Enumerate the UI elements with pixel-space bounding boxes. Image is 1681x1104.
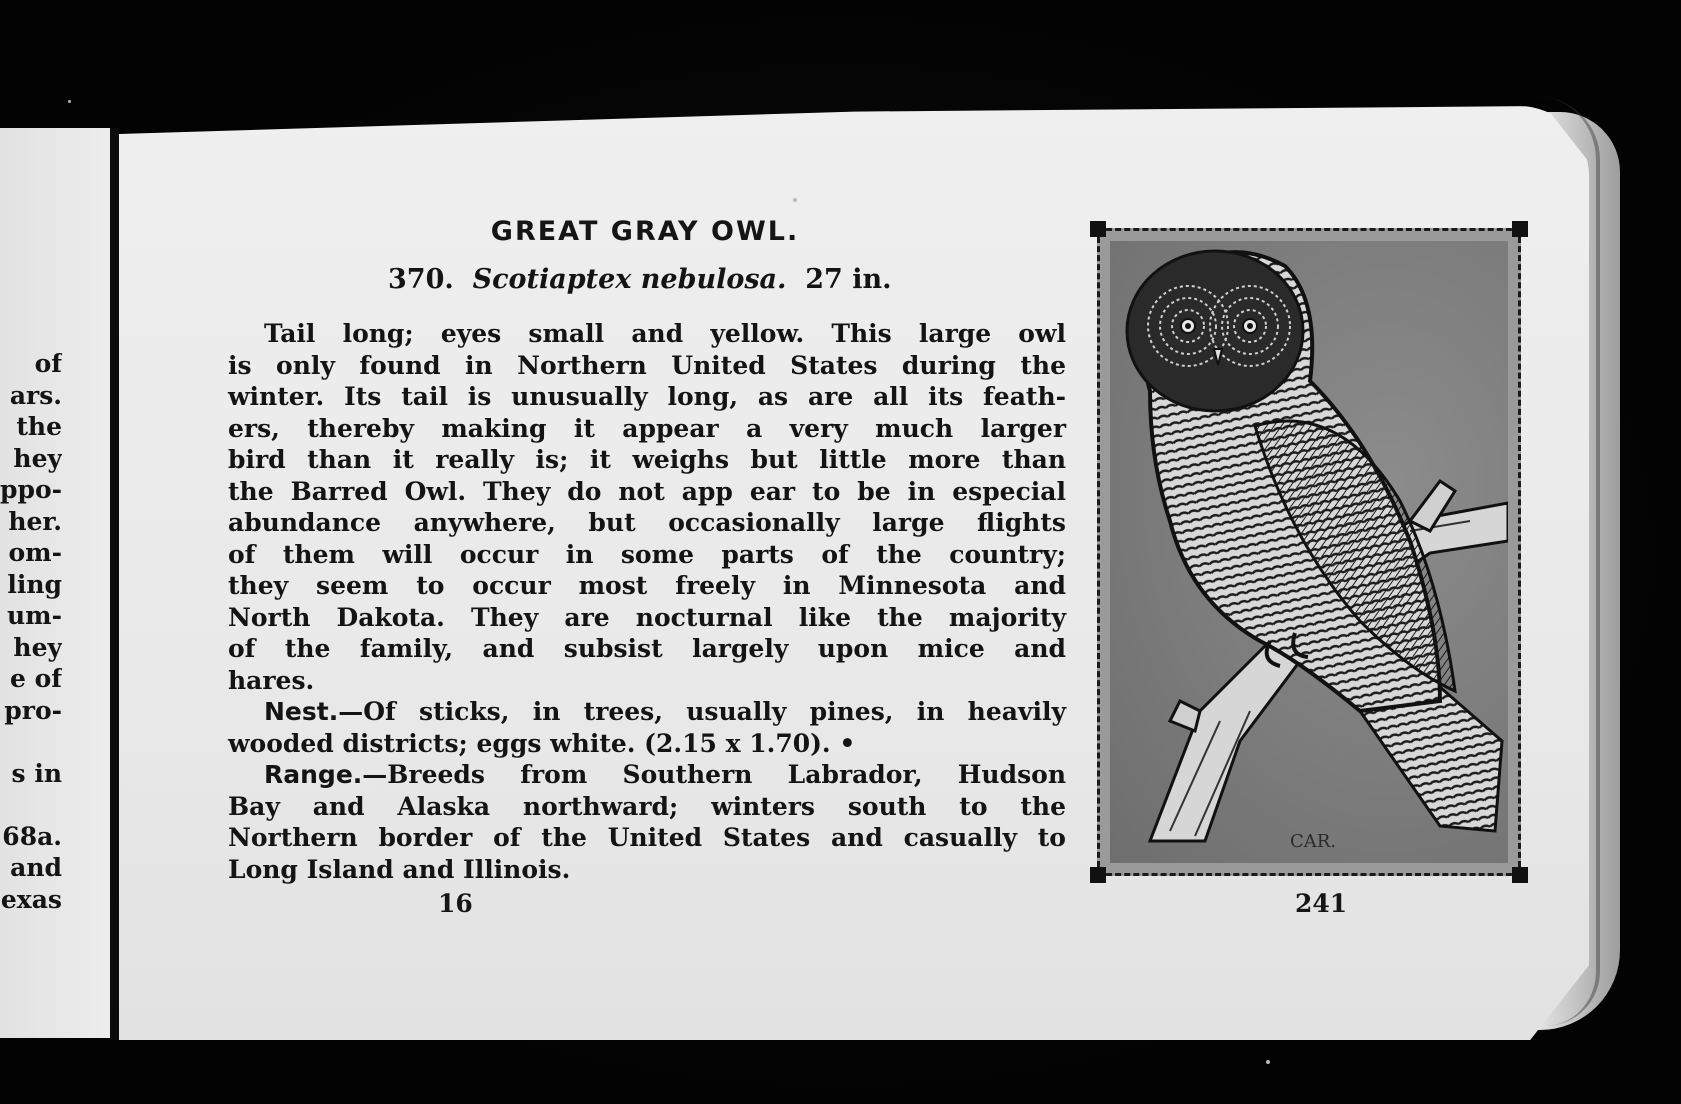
left-fragment: the	[16, 412, 62, 441]
range-text: —Breeds from Southern Labrador, Hudson	[362, 760, 1066, 789]
description-line: ers, thereby making it appear a very much larger	[228, 413, 1066, 443]
range-label: Range.	[264, 760, 363, 789]
description-line: bird than it really is; it weighs but little more than	[228, 445, 1066, 474]
description-line: is only found in Northern United States during the	[228, 350, 1066, 380]
owl-illustration-plate	[1097, 228, 1521, 876]
description-line: of the family, and subsist largely upon mice and	[228, 634, 1066, 663]
description-line: North Dakota. They are nocturnal like the majority	[228, 602, 1066, 632]
species-size: 27 in.	[805, 264, 892, 295]
left-fragment	[0, 789, 62, 821]
description-line: of them will occur in some parts of the country;	[228, 539, 1066, 569]
left-fragment: s in	[11, 758, 62, 788]
range-line: Bay and Alaska northward; winters south to the	[228, 791, 1066, 821]
page-number-right: 241	[1295, 889, 1348, 918]
owl-drawing	[1110, 241, 1508, 863]
left-fragment: um-	[6, 601, 62, 630]
left-fragment: e of	[9, 664, 62, 693]
left-fragment: exas	[0, 884, 62, 914]
left-fragment: of	[34, 349, 62, 378]
owl-illustration	[1110, 241, 1508, 863]
description-line: Tail long; eyes small and yellow. This large owl	[264, 319, 1066, 348]
left-fragment: ppo-	[0, 475, 62, 504]
range-paragraph	[228, 759, 1066, 791]
description-line: the Barred Owl. They do not app ear to be in especial	[228, 476, 1066, 506]
nest-label: Nest.	[264, 697, 339, 726]
left-fragment	[0, 726, 62, 758]
left-page-text-fragments	[0, 348, 62, 915]
book-spine	[110, 128, 119, 1040]
range-line: Northern border of the United States and casually to	[228, 823, 1066, 852]
illustrator-signature: CAR.	[1290, 831, 1337, 852]
page-curl-shadow	[1536, 96, 1600, 1026]
range-line: Long Island and Illinois.	[228, 854, 571, 884]
left-fragment: ars.	[9, 380, 62, 410]
left-fragment: ling	[7, 569, 62, 599]
entry-description	[228, 318, 1066, 885]
left-fragment: 68a.	[2, 821, 62, 851]
dust-speck	[1266, 1060, 1270, 1064]
left-fragment: om-	[8, 538, 62, 567]
description-line: hares.	[228, 665, 315, 695]
species-number: 370.	[388, 264, 454, 295]
scientific-name: Scotiaptex nebulosa.	[472, 264, 787, 295]
owl-head	[1127, 251, 1303, 411]
left-fragment: her.	[8, 506, 62, 536]
left-fragment: and	[10, 853, 62, 882]
nest-paragraph	[228, 696, 1066, 728]
description-line: abundance anywhere, but occasionally large flights	[228, 508, 1066, 537]
plate-corner-mark	[1512, 221, 1528, 237]
entry-subtitle	[388, 264, 928, 295]
nest-line: wooded districts; eggs white. (2.15 x 1.70). •	[228, 728, 856, 758]
plate-corner-mark	[1512, 867, 1528, 883]
nest-text: —Of sticks, in trees, usually pines, in heavily	[338, 697, 1066, 726]
description-line: winter. Its tail is unusually long, as are all its feath-	[228, 382, 1066, 411]
plate-corner-mark	[1090, 867, 1106, 883]
left-fragment: hey	[13, 632, 62, 662]
dust-speck	[68, 100, 71, 103]
page-number-left: 16	[438, 889, 473, 918]
entry-title: GREAT GRAY OWL.	[490, 216, 800, 247]
plate-corner-mark	[1090, 221, 1106, 237]
dust-speck	[793, 198, 797, 202]
left-fragment: pro-	[4, 695, 62, 725]
description-line: they seem to occur most freely in Minnesota and	[228, 571, 1066, 600]
left-fragment: hey	[13, 443, 62, 473]
